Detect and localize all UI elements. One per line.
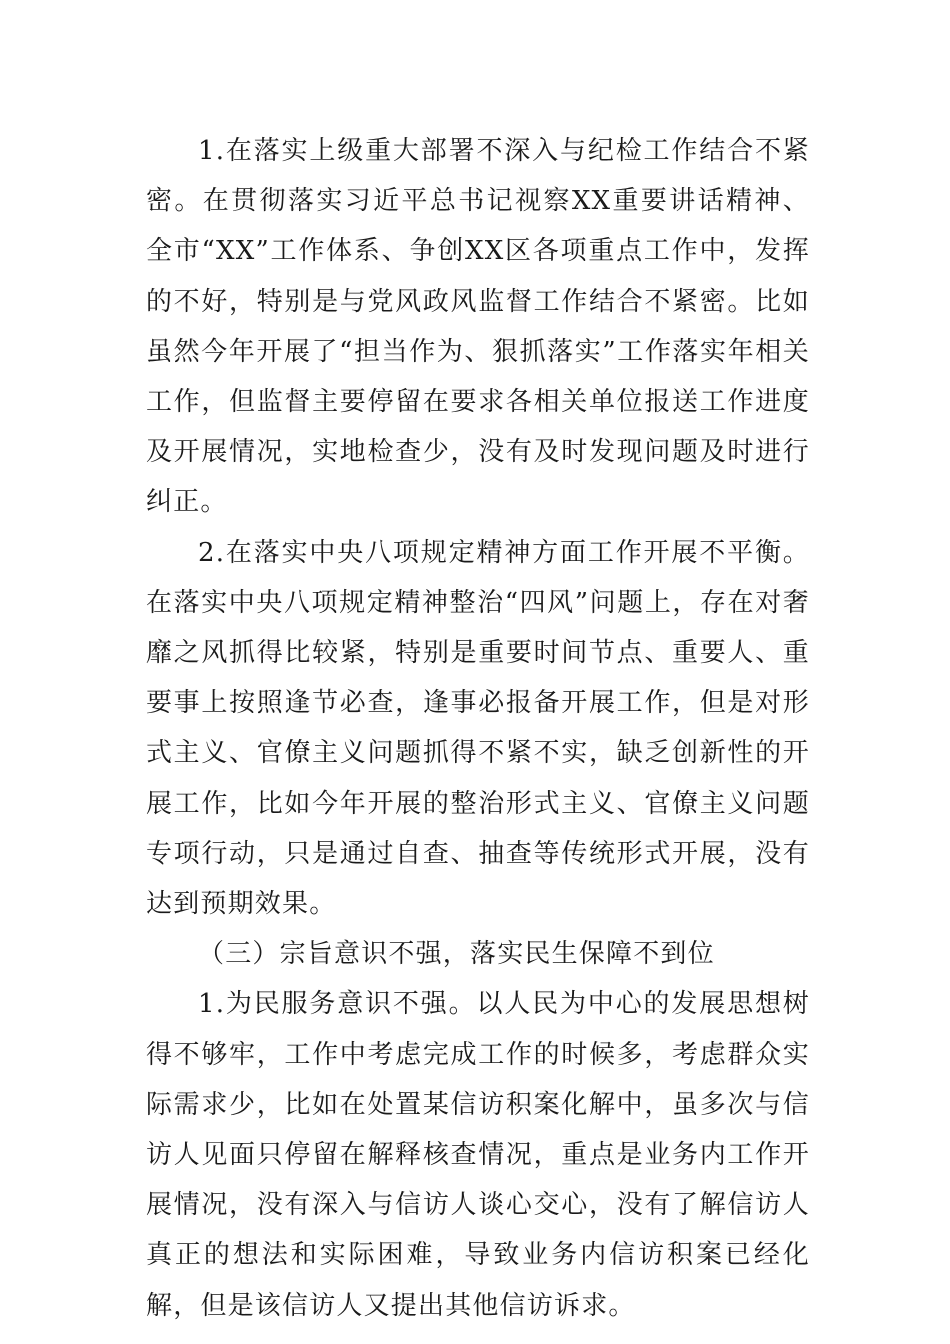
paragraph-eight-regulations: 2.在落实中央八项规定精神方面工作开展不平衡。在落实中央八项规定精神整治“四风”问题上，存在对奢靡之风抓得比较紧，特别是重要时间节点、重要人、重要事上按照逢节必查，逢事必报备开展工作，但是对形式主义、官僚主义问题抓得不紧不实，缺乏创新性的开展工作，比如今年开展的整治形式主义、官僚主义问题专项行动，只是通过自查、抽查等传统形式开展，没有达到预期效果。	[146, 537, 810, 920]
paragraph-service-awareness: 1.为民服务意识不强。以人民为中心的发展思想树得不够牢，工作中考虑完成工作的时候多，考虑群众实际需求少，比如在处置某信访积案化解中，虽多次与信访人见面只停留在解释核查情况，重点是业务内工作开展情况，没有深入与信访人谈心交心，没有了解信访人真正的想法和实际困难，导致业务内信访积案已经化解，但是该信访人又提出其他信访诉求。	[146, 989, 810, 1321]
paragraph-implementation-deployment: 1.在落实上级重大部署不深入与纪检工作结合不紧密。在贯彻落实习近平总书记视察XX重要讲话精神、全市“XX”工作体系、争创XX区各项重点工作中，发挥的不好，特别是与党风政风监督工作结合不紧密。比如虽然今年开展了“担当作为、狠抓落实”工作落实年相关工作，但监督主要停留在要求各相关单位报送工作进度及开展情况，实地检查少，没有及时发现问题及时进行纠正。	[146, 136, 810, 518]
section-heading-three: （三）宗旨意识不强，落实民生保障不到位	[198, 939, 715, 970]
document-body	[146, 126, 810, 1331]
